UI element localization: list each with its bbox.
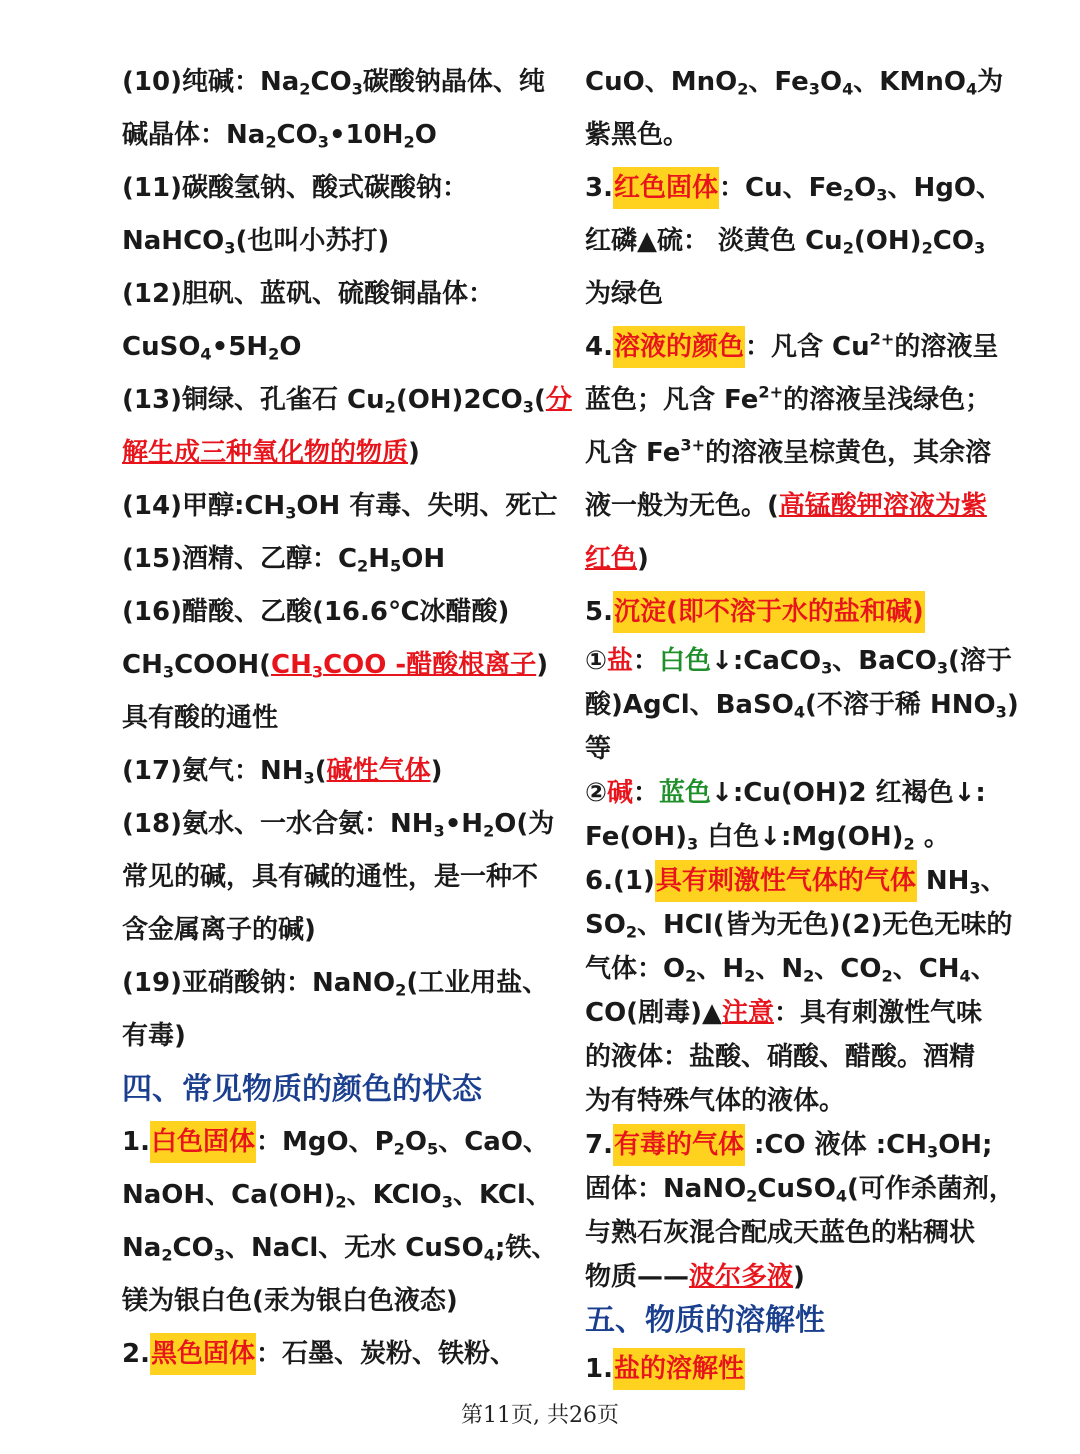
item-13-line1: (13)铜绿、孔雀石 $Cu_2(OH)2CO_3$(分	[122, 385, 572, 417]
color-6-line1: 6.(1)具有刺激性气体的气体 $NH_3$、	[585, 859, 1025, 903]
color-4-line5: 红色)	[585, 544, 649, 574]
color-5-base-line1: ②碱：蓝色↓:Cu(OH)2 红褐色↓:	[585, 778, 986, 808]
color-7-line1: 7.有毒的气体 :CO 液体 $:CH_3OH$;	[585, 1123, 1025, 1167]
color-2-line3: 紫黑色。	[585, 120, 690, 150]
item-11-line1: (11)碳酸氢钠、酸式碳酸钠：	[122, 173, 468, 203]
right-column	[585, 56, 1025, 1396]
page-number-footer: 第11页, 共26页	[461, 1403, 619, 1428]
color-3-line3: 为绿色	[585, 279, 664, 309]
color-6-line3: 气体：$O_2$、$H_2$、$N_2$、$CO_2$、$CH_4$、	[585, 954, 997, 986]
color-4-line4: 液一般为无色。(高锰酸钾溶液为紫	[585, 491, 987, 521]
color-6-line4: CO(剧毒)▲注意：具有刺激性气味	[585, 998, 982, 1028]
color-1-line2: NaOH、$Ca(OH)_2$、KClO$_3$、KCl、	[122, 1180, 552, 1212]
item-18-line3: 含金属离子的碱)	[122, 915, 316, 945]
section-4-heading: 四、常见物质的颜色的状态	[122, 1072, 482, 1107]
item-15: (15)酒精、乙醇：$C_2H_5OH$	[122, 544, 446, 576]
color-4-line1: 4.溶液的颜色：凡含 $Cu^{2+}$的溶液呈	[585, 321, 1025, 374]
item-16-line3: 具有酸的通性	[122, 703, 279, 733]
color-5-salt-line3: 等	[585, 734, 612, 764]
color-4-line3: 凡含 $Fe^{3+}$的溶液呈棕黄色，其余溶	[585, 435, 992, 468]
item-17: (17)氨气：$NH_3$(碱性气体)	[122, 756, 443, 788]
item-16-line2: $CH_3COOH(CH_3COO$ -醋酸根离子)	[122, 650, 549, 682]
color-2-line1: 2.黑色固体：石墨、炭粉、铁粉、	[122, 1328, 570, 1381]
item-11-line2: NaHCO$_3$(也叫小苏打)	[122, 226, 390, 258]
color-5-base-line2: $Fe(OH)_3$ 白色$↓:Mg(OH)_2$ 。	[585, 822, 950, 854]
color-3-line2: 红磷▲硫： 淡黄色 $Cu_2(OH)_2CO_3$	[585, 226, 986, 258]
color-7-line3: 与熟石灰混合配成天蓝色的粘稠状	[585, 1218, 976, 1248]
color-6-line2: $SO_2$、HCl(皆为无色)(2)无色无味的	[585, 910, 1013, 942]
item-13-line2: 解生成三种氧化物的物质)	[122, 438, 420, 468]
solubility-1: 1.盐的溶解性	[585, 1343, 1025, 1396]
item-12-line1: (12)胆矾、蓝矾、硫酸铜晶体：	[122, 279, 494, 309]
color-5-heading: 5.沉淀(即不溶于水的盐和碱)	[585, 586, 1025, 639]
item-12-line2: $CuSO_4•5H_2O$	[122, 332, 302, 364]
item-19-line2: 有毒)	[122, 1021, 186, 1051]
color-4-line2: 蓝色；凡含 $Fe^{2+}$的溶液呈浅绿色；	[585, 382, 992, 415]
item-19-line1: (19)亚硝酸钠：NaNO$_2$(工业用盐、	[122, 968, 549, 1000]
color-6-line5: 的液体：盐酸、硝酸、醋酸。酒精	[585, 1042, 976, 1072]
color-5-salt-line1: ①盐：白色↓:CaCO$_3$、BaCO$_3$(溶于	[585, 646, 1012, 678]
color-6-line6: 为有特殊气体的液体。	[585, 1086, 846, 1116]
color-5-salt-line2: 酸)AgCl、BaSO$_4$(不溶于稀 $HNO_3$)	[585, 690, 1019, 722]
left-column	[122, 56, 570, 1381]
item-18-line2: 常见的碱，具有碱的通性，是一种不	[122, 862, 539, 892]
color-7-line2: 固体：NaNO$_2$CuSO$_4$(可作杀菌剂，	[585, 1174, 1015, 1206]
item-10-line2: 碱晶体：$Na_2CO_3•10H_2O$	[122, 120, 437, 152]
color-1-line3: $Na_2CO_3$、NaCl、无水 CuSO$_4$;铁、	[122, 1233, 558, 1265]
color-7-line4: 物质——波尔多液)	[585, 1262, 805, 1292]
color-3-line1: 3.红色固体：Cu、$Fe_2O_3$、HgO、	[585, 162, 1025, 215]
item-16-line1: (16)醋酸、乙酸(16.6℃冰醋酸)	[122, 597, 510, 627]
item-14: (14)甲醇$:CH_3OH$ 有毒、失明、死亡	[122, 491, 558, 523]
item-10-line1: (10)纯碱：$Na_2CO_3$碳酸钠晶体、纯	[122, 67, 545, 99]
color-1-line4: 镁为银白色(汞为银白色液态)	[122, 1286, 458, 1316]
section-5-heading: 五、物质的溶解性	[585, 1303, 825, 1338]
color-1-line1: 1.白色固体：MgO、$P_2O_5$、CaO、	[122, 1116, 570, 1169]
color-2-line2: CuO、MnO$_2$、$Fe_3O_4$、KMnO$_4$为	[585, 67, 1004, 99]
item-18-line1: (18)氨水、一水合氨：$NH_3•H_2O$(为	[122, 809, 555, 841]
